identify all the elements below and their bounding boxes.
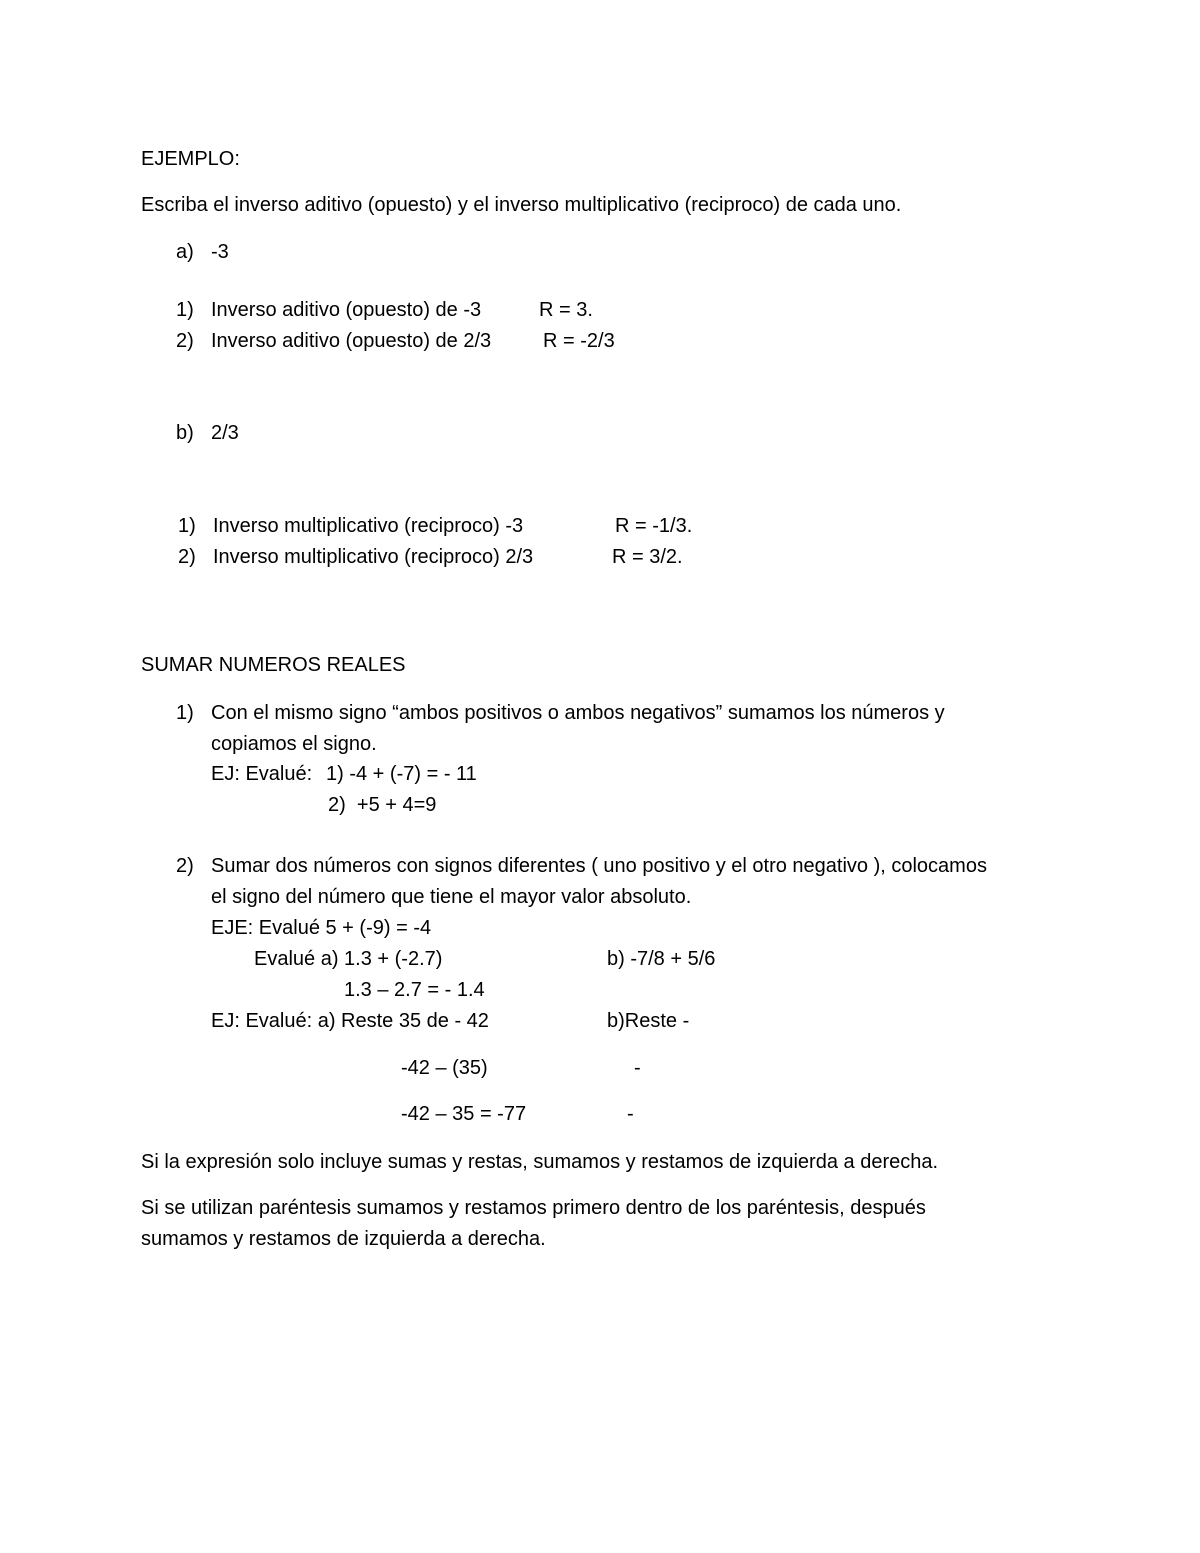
rule2-step2: -42 – 35 = -77 — [401, 1103, 527, 1125]
list-item-number: 1) — [176, 299, 194, 321]
part-b-label: b) — [176, 422, 194, 444]
list-item-text: Inverso multiplicativo (reciproco) 2/3 — [213, 546, 534, 568]
rule1-example-2: 2) +5 + 4=9 — [328, 794, 437, 816]
rule2-step1-b: - — [634, 1057, 641, 1079]
heading-ejemplo: EJEMPLO: — [141, 148, 240, 170]
list-item-answer: R = 3. — [539, 299, 593, 321]
list-item-answer: R = 3/2. — [612, 546, 683, 568]
heading-sumar: SUMAR NUMEROS REALES — [141, 654, 406, 676]
rule2-eval-b: b) -7/8 + 5/6 — [607, 948, 716, 970]
list-item-text: Inverso aditivo (opuesto) de 2/3 — [211, 330, 492, 352]
rule2-example-eje: EJE: Evalué 5 + (-9) = -4 — [211, 917, 432, 939]
rule1-number: 1) — [176, 702, 194, 724]
rule2-step1: -42 – (35) — [401, 1057, 488, 1079]
rule1-example-1: 1) -4 + (-7) = - 11 — [326, 763, 477, 785]
rule2-number: 2) — [176, 855, 194, 877]
rule2-line1: Sumar dos números con signos diferentes ( uno positivo y el otro negativo ), colocamos — [211, 855, 987, 877]
rule1-line1: Con el mismo signo “ambos positivos o ambos negativos” sumamos los números y — [211, 702, 945, 724]
rule2-eval-a: Evalué a) 1.3 + (-2.7) — [254, 948, 443, 970]
note-2-line1: Si se utilizan paréntesis sumamos y restamos primero dentro de los paréntesis, después — [141, 1197, 926, 1219]
part-a-value: -3 — [211, 241, 229, 263]
list-item-answer: R = -2/3 — [543, 330, 615, 352]
list-item-text: Inverso multiplicativo (reciproco) -3 — [213, 515, 524, 537]
list-item-number: 1) — [178, 515, 196, 537]
part-b-value: 2/3 — [211, 422, 239, 444]
list-item-answer: R = -1/3. — [615, 515, 693, 537]
list-item-number: 2) — [176, 330, 194, 352]
list-item-number: 2) — [178, 546, 196, 568]
rule2-reste-b: b)Reste - — [607, 1010, 690, 1032]
list-item-text: Inverso aditivo (opuesto) de -3 — [211, 299, 482, 321]
note-1: Si la expresión solo incluye sumas y restas, sumamos y restamos de izquierda a derecha. — [141, 1151, 939, 1173]
instruction-text: Escriba el inverso aditivo (opuesto) y el inverso multiplicativo (reciproco) de cada uno. — [141, 194, 902, 216]
rule1-example-prefix: EJ: Evalué: — [211, 763, 313, 785]
rule2-line2: el signo del número que tiene el mayor valor absoluto. — [211, 886, 692, 908]
rule2-step-a: 1.3 – 2.7 = - 1.4 — [344, 979, 485, 1001]
rule1-line2: copiamos el signo. — [211, 733, 377, 755]
part-a-label: a) — [176, 241, 194, 263]
rule2-step2-b: - — [627, 1103, 634, 1125]
rule2-ej-reste: EJ: Evalué: a) Reste 35 de - 42 — [211, 1010, 489, 1032]
note-2-line2: sumamos y restamos de izquierda a derecha. — [141, 1228, 546, 1250]
